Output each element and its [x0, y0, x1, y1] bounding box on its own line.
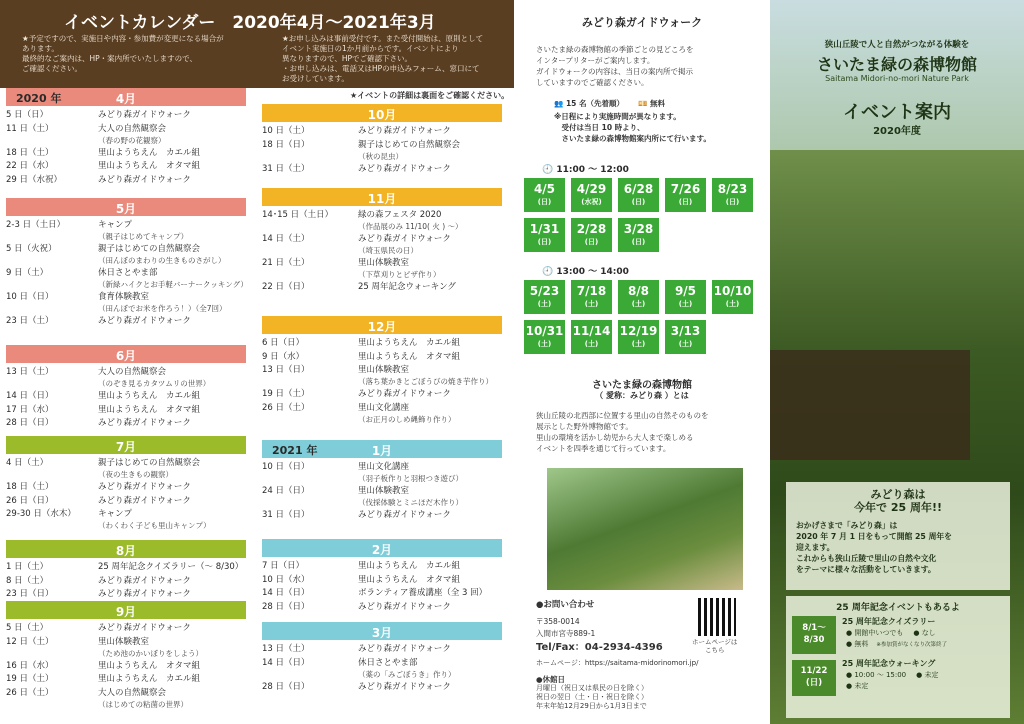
month-band: [262, 622, 502, 640]
event-title: みどり森ガイドウォーク: [98, 418, 191, 428]
guide-date-box: [665, 320, 706, 354]
people-icon: 👥: [554, 99, 566, 108]
clock-icon: ●: [846, 629, 855, 637]
guide-date: 10/10: [713, 284, 752, 298]
event-title: 大人の自然観察会 （のぞき見るカタツムリの世界）: [98, 367, 211, 388]
holiday-text: 月曜日（祝日又は県民の日を除く） 祝日の翌日（土・日・祝日を除く） 年末年始12月29日から1月3日まで: [536, 684, 648, 710]
event-date: 23 日（日）: [6, 589, 54, 599]
event-subtitle: （春の野の花観察）: [98, 135, 166, 145]
event-title: 里山ようちえん カエル組: [358, 338, 461, 348]
month-band: [6, 345, 246, 363]
event-subtitle: （埼玉県民の日）: [358, 246, 418, 255]
guide-date: 8/23: [717, 182, 748, 196]
guide-weekday: (土): [631, 340, 646, 348]
event-title: みどり森ガイドウォーク （埼玉県民の日）: [358, 234, 451, 255]
calendar-header: [0, 0, 514, 88]
event-title: 親子はじめての自然観察会 （夜の生きもの観察）: [98, 458, 201, 479]
month-band: [6, 436, 246, 454]
event-title: 里山ようちえん カエル組: [358, 561, 461, 571]
event-date: 6 日（日）: [262, 338, 305, 348]
event-title: 親子はじめての自然観察会 （田んぼのまわりの生きものさがし）: [98, 244, 226, 265]
ev2-date: 11/22 (日): [792, 660, 836, 696]
cover-year: 2020年度: [873, 126, 921, 137]
guide-date: 4/5: [533, 182, 556, 196]
anniversary-events-box: [786, 596, 1010, 718]
guide-note: ※日程により実施時間が異なります。 受付は当日 10 時より、 さいたま緑の森博物館案内所にて行います。: [554, 112, 711, 143]
ev1-date: 8/1～ 8/30: [792, 616, 836, 654]
year-label: 2021 年: [272, 444, 318, 457]
guide-weekday: (土): [678, 300, 693, 308]
event-date: 14 日（日）: [6, 391, 54, 401]
event-title: みどり森ガイドウォーク: [358, 644, 451, 654]
event-title: 親子はじめての自然観察会 （秋の昆虫）: [358, 139, 461, 161]
event-date: 1 日（土）: [6, 562, 49, 572]
event-title: 里山ようちえん カエル組: [98, 674, 201, 684]
event-title: 休日さとやま部 （新緑ハイクとお手軽バーナークッキング）: [98, 268, 248, 289]
holiday-title: ●休館日: [536, 675, 566, 684]
event-date: 22 日（水）: [6, 161, 54, 171]
month-label: 4月: [115, 92, 137, 106]
building-roof: [770, 350, 970, 460]
event-date: 28 日（日）: [262, 601, 310, 612]
event-title: 里山ようちえん カエル組: [98, 147, 201, 158]
guide-weekday: (日): [631, 198, 646, 206]
month-label: 12月: [367, 320, 397, 334]
event-date: 8 日（土）: [6, 575, 49, 586]
guide-description: さいたま緑の森博物館の季節ごとの見どころを インタープリターがご案内します。 ガイドウォークの内容は、当日の案内所で掲示 していますのでご確認ください。: [536, 45, 694, 87]
guide-capacity: 👥 15 名（先着順） 💴 無料: [554, 99, 665, 108]
ev2-title: 25 周年記念ウォーキング: [842, 659, 936, 668]
event-subtitle: （作品展のみ 11/10( 火 ) ～）: [358, 222, 463, 231]
event-title: みどり森ガイドウォーク: [358, 681, 451, 692]
event-date: 13 日（土）: [262, 644, 310, 654]
event-title: キャンプ （親子はじめてキャンプ）: [98, 220, 189, 241]
month-band: [262, 104, 502, 122]
contact-tel: Tel/Fax：04-2934-4396: [536, 642, 663, 653]
event-title: みどり森ガイドウォーク: [358, 126, 451, 136]
event-date: 18 日（土）: [6, 147, 54, 158]
event-title: 大人の自然観察会 （はじめての粘菌の世界）: [98, 687, 188, 709]
event-date: 22 日（日）: [262, 282, 310, 292]
month-label: 6月: [115, 349, 137, 363]
month-label: 3月: [371, 626, 393, 640]
event-date: 26 日（土）: [6, 687, 54, 698]
guide-date-box: [571, 218, 612, 252]
guide-weekday: (土): [537, 340, 552, 348]
cover-panel: [770, 0, 1024, 724]
about-subtitle: （ 愛称：みどり森 ）とは: [595, 391, 689, 400]
event-date: 9 日（土）: [6, 268, 49, 278]
event-title: 里山体験教室 （下草刈りとピザ作り）: [358, 258, 441, 279]
month-band: [262, 188, 502, 206]
people-icon: ●: [913, 629, 922, 637]
guide-date-box: [524, 320, 565, 354]
guide-date-box: [524, 178, 565, 212]
event-date: 10 日（水）: [262, 574, 310, 585]
event-subtitle: （羽子板作りと羽根つき遊び）: [358, 474, 463, 483]
guide-date: 4/29: [576, 182, 607, 196]
guide-weekday: (土): [537, 300, 552, 308]
guide-date: 11/14: [572, 324, 611, 338]
pm-time: 🕘 13:00 ～ 14:00: [542, 267, 629, 277]
event-subtitle: （秋の昆虫）: [358, 151, 403, 161]
event-date: 11 日（土）: [6, 123, 54, 134]
homepage-link[interactable]: ホームページ：https://saitama-midorinomori.jp/: [536, 659, 699, 667]
guide-date-box: [571, 178, 612, 212]
wallet-icon: ●: [846, 682, 855, 690]
contact-zip: 〒358-0014: [536, 617, 580, 626]
event-date: 28 日（日）: [6, 418, 54, 428]
guide-date: 8/8: [627, 284, 650, 298]
anniversary-box: [786, 482, 1010, 590]
event-date: 10 日（日）: [262, 462, 310, 472]
qr-label: ホームページは こちら: [692, 638, 738, 654]
ev1-time: ● 開館中いつでも ● なし: [846, 629, 936, 637]
month-label: 2月: [371, 543, 393, 557]
event-date: 5 日（日）: [6, 110, 49, 120]
guide-date: 5/23: [529, 284, 560, 298]
guide-weekday: (日): [678, 198, 693, 206]
cover-name: さいたま緑の森博物館: [816, 55, 977, 74]
month-label: 5月: [115, 202, 137, 216]
event-date: 10 日（土）: [262, 126, 310, 136]
guide-date: 3/28: [623, 222, 654, 236]
month-band: [262, 539, 502, 557]
event-date: 24 日（日）: [262, 486, 310, 496]
guide-date-box: [618, 178, 659, 212]
event-title: 里山ようちえん オタマ組: [98, 161, 201, 171]
contact-address: 入間市宮寺889-1: [536, 629, 596, 638]
event-date: 31 日（土）: [262, 163, 310, 174]
event-title: みどり森ガイドウォーク: [358, 389, 451, 399]
event-date: 18 日（日）: [262, 139, 310, 150]
guide-weekday: (土): [584, 340, 599, 348]
event-title: みどり森ガイドウォーク: [98, 174, 191, 185]
event-subtitle: （伐採体験とミニほだ木作り）: [358, 498, 463, 507]
people-icon: ●: [916, 671, 925, 679]
event-title: 里山ようちえん オタマ組: [358, 351, 461, 362]
event-title: 里山ようちえん オタマ組: [358, 574, 461, 585]
guide-weekday: (土): [678, 340, 693, 348]
event-date: 28 日（日）: [262, 681, 310, 692]
event-date: 19 日（土）: [6, 674, 54, 684]
event-title: 緑の森フェスタ 2020 （作品展のみ 11/10( 火 ) ～）: [358, 210, 463, 231]
guide-date-box: [712, 280, 753, 314]
event-title: 里山ようちえん オタマ組: [98, 404, 201, 415]
cover-name-en: Saitama Midori-no-mori Nature Park: [825, 74, 969, 83]
event-title: ボランティア養成講座（全 3 回）: [358, 588, 488, 598]
event-title: 25 周年記念ウォーキング: [358, 282, 456, 292]
event-subtitle: （新緑ハイクとお手軽バーナークッキング）: [98, 280, 248, 289]
event-date: 29-30 日（水木）: [6, 509, 76, 519]
event-title: 食育体験教室 （田んぼでお米を作ろう！）（全7回）: [98, 292, 227, 313]
wallet-icon: 💴: [638, 99, 650, 108]
event-title: 里山体験教室 （ため池のかいぼりをしよう）: [98, 636, 203, 658]
guide-date-box: [618, 320, 659, 354]
guide-date: 9/5: [674, 284, 697, 298]
event-date: 14 日（日）: [262, 588, 310, 598]
event-date: 16 日（水）: [6, 660, 54, 671]
month-label: 9月: [115, 605, 137, 619]
about-title: さいたま緑の森博物館: [592, 380, 692, 391]
month-band: [6, 601, 246, 619]
guide-weekday: (日): [631, 238, 646, 246]
guide-weekday: (日): [537, 238, 552, 246]
guide-date-box: [571, 320, 612, 354]
event-title: みどり森ガイドウォーク: [358, 163, 451, 174]
event-subtitle: （田んぼのまわりの生きものさがし）: [98, 256, 226, 265]
guide-date: 7/18: [576, 284, 607, 298]
event-subtitle: （親子はじめてキャンプ）: [98, 232, 189, 241]
qr-code[interactable]: [698, 598, 736, 636]
guide-weekday: (水祝): [581, 198, 602, 206]
guide-weekday: (土): [631, 300, 646, 308]
note-right: ★お申し込みは事前受付です。また受付開始は、原則として イベント実施日の1か月前からです。イベントにより 異なりますので、HPでご確認下さい。 ・お申し込みは、電話又はHPの申込みフォーム、窓口にて お受けしています。: [282, 34, 484, 83]
event-title: 里山ようちえん オタマ組: [98, 660, 201, 671]
cover-title: イベント案内: [843, 102, 951, 123]
month-label: 10月: [367, 108, 397, 122]
event-subtitle: （わくわく子ども里山キャンプ）: [98, 521, 211, 530]
event-date: 23 日（土）: [6, 316, 54, 326]
event-date: 5 日（火祝）: [6, 244, 57, 254]
guide-date: 1/31: [529, 222, 560, 236]
event-title: みどり森ガイドウォーク: [358, 601, 451, 612]
event-title: みどり森ガイドウォーク: [98, 623, 191, 633]
event-title: 里山体験教室 （落ち葉かきとごぼうびの焼き芋作り）: [358, 365, 493, 386]
cover-tagline: 狭山丘陵で人と自然がつながる体験を: [824, 40, 970, 50]
guide-date-box: [665, 280, 706, 314]
event-date: 10 日（日）: [6, 292, 54, 302]
event-date: 17 日（水）: [6, 404, 54, 415]
month-label: 1月: [371, 444, 393, 458]
event-date: 14･15 日（土日）: [262, 210, 334, 220]
guide-date-box: [712, 178, 753, 212]
event-date: 7 日（日）: [262, 561, 305, 571]
event-title: みどり森ガイドウォーク: [98, 495, 191, 506]
guide-date-box: [665, 178, 706, 212]
event-title: 里山ようちえん カエル組: [98, 391, 201, 401]
event-subtitle: （ため池のかいぼりをしよう）: [98, 648, 203, 658]
guide-date: 3/13: [670, 324, 701, 338]
anniversary-title: みどり森は 今年で 25 周年!!: [854, 488, 942, 514]
event-title: 里山文化講座 （羽子板作りと羽根つき遊び）: [358, 462, 463, 483]
event-date: 12 日（土）: [6, 636, 54, 647]
am-time: 🕘 11:00 ～ 12:00: [542, 165, 629, 175]
event-title: みどり森ガイドウォーク: [98, 316, 191, 326]
ev1-title: 25 周年記念クイズラリー: [842, 617, 936, 626]
event-subtitle: （下草刈りとピザ作り）: [358, 270, 441, 279]
month-band: [6, 88, 246, 106]
event-title: みどり森ガイドウォーク: [98, 575, 191, 586]
guide-weekday: (土): [725, 300, 740, 308]
event-title: 里山体験教室 （伐採体験とミニほだ木作り）: [358, 486, 463, 507]
event-subtitle: （夜の生きもの観察）: [98, 470, 173, 479]
guide-date: 7/26: [670, 182, 701, 196]
about-text: 狭山丘陵の北西部に位置する里山の自然そのものを 展示とした野外博物館です。 里山の環境を活かし幼児から大人まで楽しめる イベントを四季を通じて行っています。: [536, 411, 709, 453]
event-date: 13 日（日）: [262, 365, 310, 375]
forest-photo: [547, 468, 743, 590]
event-title: 休日さとやま部 （薬の「みごぼうき」作り）: [358, 657, 456, 679]
guide-date-box: [618, 218, 659, 252]
event-title: みどり森ガイドウォーク: [98, 482, 191, 492]
event-subtitle: （薬の「みごぼうき」作り）: [358, 669, 456, 679]
guide-date: 2/28: [576, 222, 607, 236]
month-band: [6, 540, 246, 558]
month-band: [262, 440, 502, 458]
event-date: 26 日（土）: [262, 402, 310, 413]
event-date: 2-3 日（土日）: [6, 220, 66, 230]
event-title: 里山文化講座 （お正月のしめ縄飾り作り）: [358, 402, 456, 424]
anniversary-text: おかげさまで「みどり森」は 2020 年 7 月 1 日をもって開館 25 周年を 迎えます。 これからも狭山丘陵で里山の自然や文化 をテーマに様々な活動をしていきます。: [796, 521, 952, 574]
sky: [770, 0, 1024, 170]
note-left: ★予定ですので、実施日や内容・参加費が変更になる場合が あります。 最終的なご案内は、HP・案内所でいたしますので、 ご確認ください。: [22, 34, 224, 73]
clock-icon: 🕘: [542, 165, 557, 175]
detail-note: ★イベントの詳細は裏面をご確認ください。: [350, 91, 510, 100]
ev2-fee: ● 未定: [846, 682, 869, 690]
clock-icon: 🕘: [542, 267, 557, 277]
month-band: [6, 198, 246, 216]
guide-date: 10/31: [525, 324, 564, 338]
contact-title: ●お問い合わせ: [536, 600, 595, 610]
guide-date: 12/19: [619, 324, 658, 338]
guide-date-box: [571, 280, 612, 314]
event-subtitle: （はじめての粘菌の世界）: [98, 699, 188, 709]
event-subtitle: （落ち葉かきとごぼうびの焼き芋作り）: [358, 377, 493, 386]
event-date: 14 日（日）: [262, 657, 310, 668]
event-subtitle: （のぞき見るカタツムリの世界）: [98, 379, 211, 388]
event-date: 29 日（水祝）: [6, 174, 63, 185]
guide-weekday: (日): [725, 198, 740, 206]
ev2-time: ● 10:00 ～ 15:00 ● 未定: [846, 671, 939, 679]
guide-weekday: (土): [584, 300, 599, 308]
event-title: みどり森ガイドウォーク: [358, 510, 451, 520]
event-date: 14 日（土）: [262, 234, 310, 244]
event-date: 4 日（土）: [6, 458, 49, 468]
month-label: 7月: [115, 440, 137, 454]
guide-walk-panel: [514, 0, 770, 724]
event-subtitle: （田んぼでお米を作ろう！）（全7回）: [98, 304, 227, 313]
event-title: みどり森ガイドウォーク: [98, 589, 191, 599]
wallet-icon: ●: [846, 640, 855, 648]
event-title: 大人の自然観察会 （春の野の花観察）: [98, 123, 167, 145]
guide-weekday: (日): [537, 198, 552, 206]
event-date: 21 日（土）: [262, 258, 310, 268]
event-date: 26 日（日）: [6, 495, 54, 506]
event-date: 31 日（日）: [262, 510, 310, 520]
event-date: 18 日（土）: [6, 482, 54, 492]
event-date: 5 日（土）: [6, 623, 49, 633]
clock-icon: ●: [846, 671, 855, 679]
month-label: 11月: [367, 192, 397, 206]
event-title: みどり森ガイドウォーク: [98, 110, 191, 120]
guide-date-box: [618, 280, 659, 314]
event-title: 25 周年記念クイズラリー（～ 8/30）: [98, 562, 244, 572]
event-title: キャンプ （わくわく子ども里山キャンプ）: [98, 509, 211, 530]
month-band: [262, 316, 502, 334]
month-label: 8月: [115, 544, 137, 558]
guide-date-box: [524, 280, 565, 314]
guide-weekday: (日): [584, 238, 599, 246]
guide-date-box: [524, 218, 565, 252]
event-subtitle: （お正月のしめ縄飾り作り）: [358, 414, 456, 424]
events-title: 25 周年記念イベントもあるよ: [836, 603, 960, 613]
ev1-fee: ● 無料 ※参加賞がなくなり次第終了: [846, 640, 947, 648]
guide-date: 6/28: [623, 182, 654, 196]
event-date: 9 日（水）: [262, 351, 305, 362]
event-date: 13 日（土）: [6, 367, 54, 377]
calendar-title: イベントカレンダー 2020年4月～2021年3月: [64, 13, 436, 33]
year-label: 2020 年: [16, 92, 62, 105]
guide-title: みどり森ガイドウォーク: [581, 16, 703, 29]
event-date: 19 日（土）: [262, 389, 310, 399]
